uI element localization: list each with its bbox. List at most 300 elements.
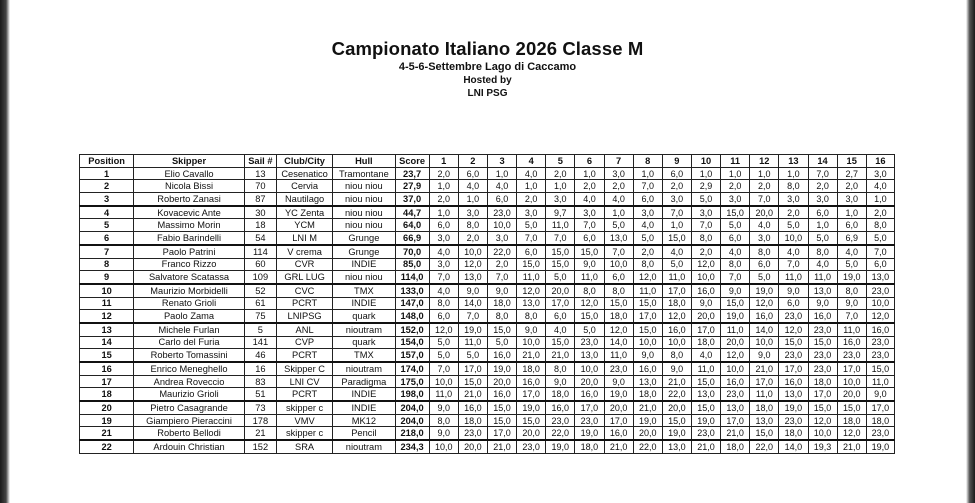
score-cell: 148,0 [395, 310, 429, 323]
race-result-cell: 11,0 [779, 271, 808, 284]
race-result-cell: 16,0 [604, 427, 633, 440]
race-result-cell: 7,0 [429, 271, 458, 284]
race-result-cell: 4,0 [837, 245, 866, 258]
race-result-cell: 21,0 [458, 388, 487, 401]
skipper-cell: Carlo del Furia [134, 336, 245, 349]
race-result-cell: 7,0 [662, 206, 691, 219]
race-result-cell: 4,0 [721, 245, 750, 258]
race-result-cell: 21,0 [604, 440, 633, 453]
race-result-cell: 19,0 [517, 401, 546, 414]
position-cell: 19 [80, 414, 134, 427]
race-result-cell: 4,0 [546, 323, 575, 336]
race-result-cell: 18,0 [866, 414, 894, 427]
race-result-cell: 3,0 [458, 206, 487, 219]
skipper-cell: Enrico Meneghello [134, 362, 245, 375]
position-cell: 2 [80, 180, 134, 193]
skipper-cell: Pietro Casagrande [134, 401, 245, 414]
race-result-cell: 2,0 [458, 232, 487, 245]
race-result-cell: 5,0 [691, 193, 720, 206]
race-result-cell: 1,0 [429, 180, 458, 193]
race-result-cell: 18,0 [575, 440, 604, 453]
race-result-cell: 16,0 [546, 401, 575, 414]
column-header: Skipper [134, 155, 245, 168]
document-header [0, 38, 975, 100]
sail-number-cell: 60 [244, 258, 276, 271]
table-row [80, 349, 895, 362]
club-cell: SRA [276, 440, 332, 453]
race-result-cell: 4,0 [633, 219, 662, 232]
race-result-cell: 17,0 [837, 362, 866, 375]
table-row [80, 310, 895, 323]
skipper-cell: Roberto Tomassini [134, 349, 245, 362]
race-result-cell: 18,0 [837, 414, 866, 427]
skipper-cell: Fabio Barindelli [134, 232, 245, 245]
race-result-cell: 17,0 [721, 414, 750, 427]
column-header: 10 [691, 155, 720, 168]
race-result-cell: 10,0 [604, 258, 633, 271]
race-result-cell: 17,0 [662, 284, 691, 297]
race-result-cell: 16,0 [575, 388, 604, 401]
race-result-cell: 18,0 [750, 401, 779, 414]
race-result-cell: 11,0 [808, 271, 837, 284]
race-result-cell: 10,0 [750, 336, 779, 349]
race-result-cell: 9,0 [546, 375, 575, 388]
race-result-cell: 12,0 [808, 414, 837, 427]
race-result-cell: 15,0 [575, 310, 604, 323]
race-result-cell: 1,0 [721, 167, 750, 180]
race-result-cell: 8,0 [429, 297, 458, 310]
race-result-cell: 19,0 [487, 362, 516, 375]
race-result-cell: 1,0 [779, 167, 808, 180]
race-result-cell: 22,0 [662, 388, 691, 401]
race-result-cell: 3,0 [779, 193, 808, 206]
race-result-cell: 14,0 [604, 336, 633, 349]
race-result-cell: 16,0 [691, 284, 720, 297]
race-result-cell: 7,0 [487, 271, 516, 284]
race-result-cell: 4,0 [517, 167, 546, 180]
race-result-cell: 8,0 [487, 310, 516, 323]
race-result-cell: 7,0 [633, 180, 662, 193]
race-result-cell: 21,0 [633, 401, 662, 414]
race-result-cell: 14,0 [779, 440, 808, 453]
race-result-cell: 12,0 [837, 427, 866, 440]
race-result-cell: 15,0 [458, 375, 487, 388]
race-result-cell: 20,0 [604, 401, 633, 414]
race-result-cell: 8,0 [866, 219, 894, 232]
skipper-cell: Roberto Zanasi [134, 193, 245, 206]
score-cell: 66,9 [395, 232, 429, 245]
table-row [80, 245, 895, 258]
race-result-cell: 3,0 [546, 193, 575, 206]
club-cell: skipper c [276, 427, 332, 440]
race-result-cell: 20,0 [575, 375, 604, 388]
column-header: 4 [517, 155, 546, 168]
race-result-cell: 11,0 [721, 323, 750, 336]
column-header: Hull [333, 155, 395, 168]
race-result-cell: 11,0 [691, 362, 720, 375]
column-header: Score [395, 155, 429, 168]
race-result-cell: 2,0 [721, 180, 750, 193]
race-result-cell: 2,0 [604, 180, 633, 193]
score-cell: 204,0 [395, 401, 429, 414]
race-result-cell: 2,0 [429, 167, 458, 180]
race-result-cell: 2,0 [750, 180, 779, 193]
race-result-cell: 5,0 [866, 232, 894, 245]
race-result-cell: 5,0 [837, 258, 866, 271]
race-result-cell: 17,0 [546, 297, 575, 310]
race-result-cell: 2,0 [487, 258, 516, 271]
race-result-cell: 2,0 [866, 206, 894, 219]
sail-number-cell: 73 [244, 401, 276, 414]
race-result-cell: 9,0 [721, 284, 750, 297]
race-result-cell: 7,0 [458, 310, 487, 323]
race-result-cell: 9,0 [837, 297, 866, 310]
race-result-cell: 18,0 [604, 310, 633, 323]
race-result-cell: 11,0 [429, 388, 458, 401]
race-result-cell: 19,0 [458, 323, 487, 336]
table-row [80, 362, 895, 375]
race-result-cell: 22,0 [750, 440, 779, 453]
table-row [80, 336, 895, 349]
hull-cell: quark [333, 336, 395, 349]
race-result-cell: 10,0 [458, 245, 487, 258]
race-result-cell: 23,0 [866, 284, 894, 297]
hull-cell: Paradigma [333, 375, 395, 388]
race-result-cell: 3,0 [575, 206, 604, 219]
skipper-cell: Franco Rizzo [134, 258, 245, 271]
race-result-cell: 16,0 [779, 375, 808, 388]
race-result-cell: 19,0 [691, 414, 720, 427]
race-result-cell: 21,0 [546, 349, 575, 362]
race-result-cell: 15,0 [546, 258, 575, 271]
club-cell: Cesenatico [276, 167, 332, 180]
race-result-cell: 9,0 [691, 297, 720, 310]
race-result-cell: 15,0 [575, 245, 604, 258]
race-result-cell: 17,0 [750, 375, 779, 388]
race-result-cell: 16,0 [487, 388, 516, 401]
race-result-cell: 7,0 [779, 258, 808, 271]
skipper-cell: Paolo Zama [134, 310, 245, 323]
column-header: 14 [808, 155, 837, 168]
race-result-cell: 3,0 [837, 193, 866, 206]
club-cell: ANL [276, 323, 332, 336]
race-result-cell: 6,0 [721, 232, 750, 245]
race-result-cell: 1,0 [429, 206, 458, 219]
sail-number-cell: 75 [244, 310, 276, 323]
position-cell: 9 [80, 271, 134, 284]
score-cell: 234,3 [395, 440, 429, 453]
score-cell: 204,0 [395, 414, 429, 427]
race-result-cell: 19,0 [779, 401, 808, 414]
race-result-cell: 3,0 [750, 232, 779, 245]
race-result-cell: 13,0 [662, 440, 691, 453]
race-result-cell: 16,0 [808, 310, 837, 323]
race-result-cell: 2,0 [429, 193, 458, 206]
race-result-cell: 9,0 [429, 401, 458, 414]
sail-number-cell: 51 [244, 388, 276, 401]
sail-number-cell: 152 [244, 440, 276, 453]
score-cell: 154,0 [395, 336, 429, 349]
race-result-cell: 2,7 [837, 167, 866, 180]
race-result-cell: 9,0 [487, 284, 516, 297]
race-result-cell: 13,0 [575, 349, 604, 362]
race-result-cell: 19,0 [633, 414, 662, 427]
race-result-cell: 18,0 [721, 440, 750, 453]
column-header: 7 [604, 155, 633, 168]
race-result-cell: 4,0 [429, 284, 458, 297]
race-result-cell: 7,0 [604, 245, 633, 258]
race-result-cell: 18,0 [546, 388, 575, 401]
race-result-cell: 19,3 [808, 440, 837, 453]
table-row [80, 297, 895, 310]
score-cell: 175,0 [395, 375, 429, 388]
hull-cell: niou niou [333, 219, 395, 232]
race-result-cell: 5,0 [575, 323, 604, 336]
race-result-cell: 15,0 [866, 362, 894, 375]
race-result-cell: 23,0 [779, 414, 808, 427]
score-cell: 198,0 [395, 388, 429, 401]
race-result-cell: 4,0 [458, 180, 487, 193]
table-row [80, 193, 895, 206]
position-cell: 14 [80, 336, 134, 349]
race-result-cell: 17,0 [487, 427, 516, 440]
race-result-cell: 18,0 [808, 375, 837, 388]
sail-number-cell: 141 [244, 336, 276, 349]
race-result-cell: 5,0 [458, 349, 487, 362]
table-row [80, 219, 895, 232]
race-result-cell: 19,0 [837, 271, 866, 284]
race-result-cell: 23,0 [721, 388, 750, 401]
sail-number-cell: 114 [244, 245, 276, 258]
hull-cell: quark [333, 310, 395, 323]
race-result-cell: 8,0 [458, 219, 487, 232]
race-result-cell: 23,0 [866, 427, 894, 440]
race-result-cell: 15,0 [721, 206, 750, 219]
event-dates: 4-5-6-Settembre Lago di Caccamo [398, 61, 577, 73]
race-result-cell: 2,0 [837, 180, 866, 193]
race-result-cell: 10,0 [633, 336, 662, 349]
position-cell: 13 [80, 323, 134, 336]
race-result-cell: 12,0 [429, 323, 458, 336]
race-result-cell: 15,0 [517, 414, 546, 427]
position-cell: 4 [80, 206, 134, 219]
skipper-cell: Michele Furlan [134, 323, 245, 336]
skipper-cell: Elio Cavallo [134, 167, 245, 180]
race-result-cell: 6,0 [779, 297, 808, 310]
race-result-cell: 21,0 [487, 440, 516, 453]
table-row [80, 232, 895, 245]
score-cell: 85,0 [395, 258, 429, 271]
race-result-cell: 23,0 [808, 362, 837, 375]
race-result-cell: 1,0 [633, 167, 662, 180]
skipper-cell: Maurizio Morbidelli [134, 284, 245, 297]
hull-cell: INDIE [333, 388, 395, 401]
sail-number-cell: 54 [244, 232, 276, 245]
race-result-cell: 23,0 [691, 427, 720, 440]
skipper-cell: Salvatore Scatassa [134, 271, 245, 284]
sail-number-cell: 21 [244, 427, 276, 440]
hull-cell: TMX [333, 349, 395, 362]
race-result-cell: 15,0 [691, 375, 720, 388]
race-result-cell: 6,0 [808, 206, 837, 219]
host-club: LNI PSG [467, 88, 508, 99]
race-result-cell: 4,0 [575, 193, 604, 206]
document-title: Campionato Italiano 2026 Classe M [331, 38, 644, 59]
hull-cell: INDIE [333, 258, 395, 271]
race-result-cell: 20,0 [837, 388, 866, 401]
column-header: 9 [662, 155, 691, 168]
score-cell: 44,7 [395, 206, 429, 219]
sail-number-cell: 52 [244, 284, 276, 297]
race-result-cell: 12,0 [517, 284, 546, 297]
race-result-cell: 9,0 [458, 284, 487, 297]
race-result-cell: 15,0 [633, 297, 662, 310]
race-result-cell: 13,0 [517, 297, 546, 310]
race-result-cell: 5,0 [750, 271, 779, 284]
race-result-cell: 12,0 [458, 258, 487, 271]
race-result-cell: 22,0 [633, 440, 662, 453]
race-result-cell: 12,0 [779, 323, 808, 336]
race-result-cell: 9,0 [866, 388, 894, 401]
race-result-cell: 3,0 [604, 167, 633, 180]
race-result-cell: 21,0 [517, 349, 546, 362]
race-result-cell: 17,0 [866, 401, 894, 414]
race-result-cell: 6,0 [750, 258, 779, 271]
position-cell: 21 [80, 427, 134, 440]
race-result-cell: 7,0 [517, 232, 546, 245]
sail-number-cell: 83 [244, 375, 276, 388]
race-result-cell: 6,0 [575, 232, 604, 245]
table-row [80, 388, 895, 401]
race-result-cell: 3,0 [662, 193, 691, 206]
race-result-cell: 1,0 [604, 206, 633, 219]
race-result-cell: 8,0 [691, 232, 720, 245]
race-result-cell: 6,9 [837, 232, 866, 245]
race-result-cell: 19,0 [604, 388, 633, 401]
column-header: 5 [546, 155, 575, 168]
position-cell: 15 [80, 349, 134, 362]
race-result-cell: 20,0 [750, 206, 779, 219]
race-result-cell: 15,0 [546, 245, 575, 258]
race-result-cell: 16,0 [662, 323, 691, 336]
race-result-cell: 14,0 [458, 297, 487, 310]
race-result-cell: 16,0 [633, 362, 662, 375]
score-cell: 218,0 [395, 427, 429, 440]
race-result-cell: 21,0 [662, 375, 691, 388]
race-result-cell: 8,0 [721, 258, 750, 271]
skipper-cell: Andrea Roveccio [134, 375, 245, 388]
hull-cell: INDIE [333, 401, 395, 414]
race-result-cell: 19,0 [750, 284, 779, 297]
race-result-cell: 18,0 [662, 297, 691, 310]
race-result-cell: 15,0 [808, 336, 837, 349]
race-result-cell: 16,0 [487, 349, 516, 362]
race-result-cell: 9,0 [429, 427, 458, 440]
race-result-cell: 23,0 [779, 310, 808, 323]
race-result-cell: 23,0 [517, 440, 546, 453]
race-result-cell: 9,7 [546, 206, 575, 219]
club-cell: VMV [276, 414, 332, 427]
position-cell: 22 [80, 440, 134, 453]
race-result-cell: 7,0 [750, 193, 779, 206]
club-cell: skipper c [276, 401, 332, 414]
race-result-cell: 15,0 [691, 401, 720, 414]
race-result-cell: 14,0 [750, 323, 779, 336]
race-result-cell: 2,0 [546, 167, 575, 180]
race-result-cell: 9,0 [808, 297, 837, 310]
race-result-cell: 16,0 [517, 375, 546, 388]
race-result-cell: 18,0 [517, 362, 546, 375]
race-result-cell: 4,0 [662, 245, 691, 258]
race-result-cell: 8,0 [604, 284, 633, 297]
race-result-cell: 8,0 [429, 414, 458, 427]
race-result-cell: 2,9 [691, 180, 720, 193]
position-cell: 11 [80, 297, 134, 310]
race-result-cell: 21,0 [721, 427, 750, 440]
race-result-cell: 10,0 [808, 427, 837, 440]
race-result-cell: 12,0 [721, 349, 750, 362]
race-result-cell: 3,0 [487, 232, 516, 245]
race-result-cell: 11,0 [866, 375, 894, 388]
race-result-cell: 21,0 [691, 440, 720, 453]
column-header: 2 [458, 155, 487, 168]
hull-cell: nioutram [333, 362, 395, 375]
race-result-cell: 5,0 [721, 219, 750, 232]
club-cell: Cervia [276, 180, 332, 193]
race-result-cell: 10,0 [721, 362, 750, 375]
table-row [80, 206, 895, 219]
race-result-cell: 1,0 [837, 206, 866, 219]
race-result-cell: 16,0 [721, 375, 750, 388]
race-result-cell: 1,0 [575, 167, 604, 180]
hull-cell: niou niou [333, 206, 395, 219]
club-cell: LNIPSG [276, 310, 332, 323]
club-cell: PCRT [276, 349, 332, 362]
hull-cell: Pencil [333, 427, 395, 440]
score-cell: 23,7 [395, 167, 429, 180]
race-result-cell: 9,0 [604, 375, 633, 388]
skipper-cell: Giampiero Pieraccini [134, 414, 245, 427]
score-cell: 133,0 [395, 284, 429, 297]
club-cell: YCM [276, 219, 332, 232]
table-row [80, 180, 895, 193]
race-result-cell: 15,0 [779, 336, 808, 349]
race-result-cell: 6,0 [662, 167, 691, 180]
race-result-cell: 13,0 [750, 414, 779, 427]
race-result-cell: 3,0 [517, 206, 546, 219]
race-result-cell: 12,0 [604, 323, 633, 336]
score-cell: 114,0 [395, 271, 429, 284]
score-cell: 152,0 [395, 323, 429, 336]
race-result-cell: 20,0 [721, 336, 750, 349]
column-header: 1 [429, 155, 458, 168]
table-row [80, 258, 895, 271]
race-result-cell: 2,0 [517, 193, 546, 206]
race-result-cell: 23,0 [487, 206, 516, 219]
race-result-cell: 23,0 [546, 414, 575, 427]
race-result-cell: 1,0 [546, 180, 575, 193]
race-result-cell: 11,0 [604, 349, 633, 362]
race-result-cell: 6,0 [633, 193, 662, 206]
position-cell: 7 [80, 245, 134, 258]
race-result-cell: 10,0 [487, 219, 516, 232]
race-result-cell: 9,0 [662, 362, 691, 375]
race-result-cell: 3,0 [808, 193, 837, 206]
race-result-cell: 10,0 [429, 375, 458, 388]
race-result-cell: 13,0 [691, 388, 720, 401]
race-result-cell: 5,0 [808, 232, 837, 245]
race-result-cell: 5,0 [546, 271, 575, 284]
